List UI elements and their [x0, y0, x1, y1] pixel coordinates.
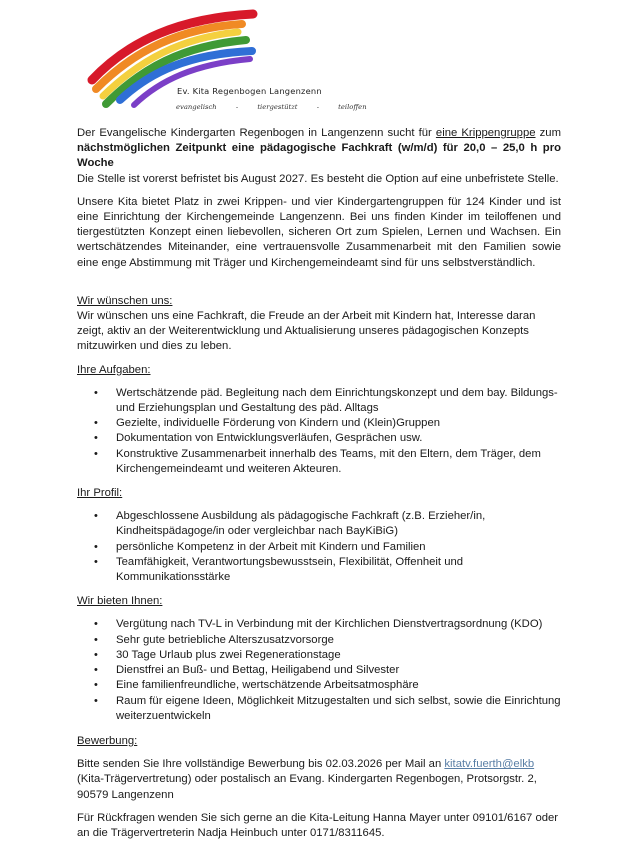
- intro-paragraph: [77, 126, 561, 187]
- intro-text: zum: [535, 127, 561, 139]
- about-kita-paragraph: Unsere Kita bietet Platz in zwei Krippen- und vier Kindergartengruppen für 124 Kinder und ist eine Einrichtung der Kirchengemeinde Langenzenn. Bei uns finden Kinder im teiloffenen und tiergestützten Konzept einen liebevollen, sicheren Ort zum Spielen, Lernen und Wachsen. Ein wertschätzendes Miteinander, eine vertrauensvolle Zusammenarbeit mit den Familien sowie eine enge Abstimmung mit Träger und Kirchengemeindeamt sind für uns selbstverständlich.: [77, 195, 561, 269]
- task-item: • Wertschätzende päd. Begleitung nach dem Einrichtungskonzept und dem bay. Bildungs- und Erziehungsplan und Gestaltung des päd. Alltags: [77, 386, 561, 416]
- intro-krippengruppe: eine Krippengruppe: [435, 127, 536, 139]
- offer-item: • Raum für eigene Ideen, Möglichkeit Mitzugestalten und sich selbst, sowie die Einrichtung weiterzuentwickeln: [77, 694, 561, 724]
- task-item: • Dokumentation von Entwicklungsverläufen, Gesprächen usw.: [77, 431, 561, 446]
- offer-item: • Dienstfrei an Buß- und Bettag, Heiligabend und Silvester: [77, 663, 561, 678]
- wishes-heading: Wir wünschen uns:: [77, 294, 173, 307]
- email-link[interactable]: kitatv.fuerth@elkb: [444, 758, 535, 771]
- tagline-separator: -: [235, 103, 239, 111]
- application-instructions: [77, 757, 561, 803]
- tagline-tiergestuetzt: tiergestützt: [257, 103, 298, 111]
- application-text: (Kita-Trägervertretung) oder postalisch an Evang. Kindergarten Regenbogen, Protsorgstr. 2, 90579 Langenzenn: [77, 773, 537, 801]
- tagline-separator: -: [316, 103, 319, 111]
- offer-list: [77, 617, 561, 723]
- logo-title: Ev. Kita Regenbogen Langenzenn: [177, 86, 322, 96]
- offer-item: • Sehr gute betriebliche Alterszusatzvorsorge: [77, 633, 561, 648]
- position-summary: nächstmöglichen Zeitpunkt eine pädagogische Fachkraft (w/m/d) für 20,0 – 25,0 h pro Woche: [77, 142, 561, 170]
- application-heading: Bewerbung:: [77, 734, 138, 747]
- offer-item: • 30 Tage Urlaub plus zwei Regenerationstage: [77, 648, 561, 663]
- profile-item: • persönliche Kompetenz in der Arbeit mit Kindern und Familien: [77, 540, 561, 555]
- offer-item: • Eine familienfreundliche, wertschätzende Arbeitsatmosphäre: [77, 678, 561, 693]
- intro-text: Der Evangelische Kindergarten Regenbogen in Langenzenn sucht für: [77, 127, 436, 139]
- profile-list: [77, 509, 561, 585]
- tasks-heading: Ihre Aufgaben:: [77, 363, 151, 376]
- tagline-evangelisch: evangelisch: [176, 103, 217, 111]
- task-item: • Gezielte, individuelle Förderung von Kindern und (Klein)Gruppen: [77, 416, 561, 431]
- contact-paragraph: Für Rückfragen wenden Sie sich gerne an die Kita-Leitung Hanna Mayer unter 09101/6167 oder an die Trägervertreterin Nadja Heinbuch unter 0171/8311645.: [77, 811, 559, 839]
- job-posting-body: [77, 126, 561, 841]
- profile-item: • Abgeschlossene Ausbildung als pädagogische Fachkraft (z.B. Erzieher/in, Kindheitspädagoge/in oder vergleichbar nach BayKiBiG): [77, 509, 561, 539]
- application-text: Bitte senden Sie Ihre vollständige Bewerbung bis 02.03.2026 per Mail an: [77, 758, 445, 771]
- offer-heading: Wir bieten Ihnen:: [77, 595, 163, 608]
- task-item: • Konstruktive Zusammenarbeit innerhalb des Teams, mit den Eltern, dem Träger, dem Kirchengemeindeamt und weiteren Akteuren.: [77, 447, 561, 477]
- offer-item: • Vergütung nach TV-L in Verbindung mit der Kirchlichen Dienstvertragsordnung (KDO): [77, 617, 561, 632]
- contract-terms: Die Stelle ist vorerst befristet bis August 2027. Es besteht die Option auf eine unbefristete Stelle.: [77, 172, 559, 185]
- logo-tagline: [176, 103, 367, 111]
- kita-logo: [60, 0, 380, 125]
- profile-item: • Teamfähigkeit, Verantwortungsbewusstsein, Flexibilität, Offenheit und Kommunikationsstärke: [77, 555, 561, 585]
- tagline-teiloffen: teiloffen: [338, 103, 367, 111]
- profile-heading: Ihr Profil:: [77, 487, 123, 500]
- tasks-list: [77, 386, 561, 477]
- wishes-text: Wir wünschen uns eine Fachkraft, die Freude an der Arbeit mit Kindern hat, Interesse daran zeigt, aktiv an der Weiterentwicklung und Aktualisierung unseres pädagogischen Konzepts mitzuwirken und dies zu leben.: [77, 310, 536, 353]
